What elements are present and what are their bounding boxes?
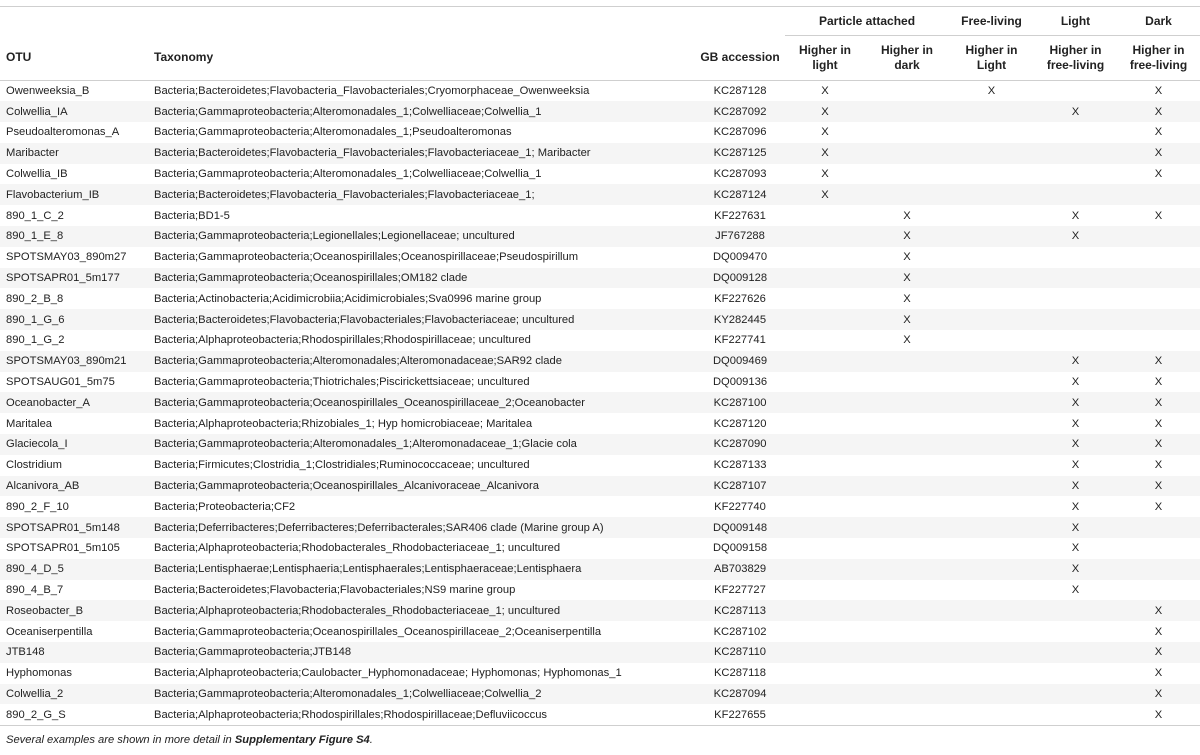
mark-cell [1117, 330, 1200, 351]
mark-cell [949, 663, 1034, 684]
mark-cell [1034, 330, 1117, 351]
gb-accession-cell: DQ009470 [695, 247, 785, 268]
mark-cell [785, 517, 865, 538]
gb-accession-cell: KY282445 [695, 309, 785, 330]
group-particle-attached: Particle attached [785, 7, 949, 36]
mark-cell [785, 600, 865, 621]
taxonomy-cell: Bacteria;Gammaproteobacteria;JTB148 [150, 642, 695, 663]
mark-cell: X [865, 205, 949, 226]
mark-cell [785, 205, 865, 226]
mark-cell [1117, 268, 1200, 289]
table-row [0, 226, 1200, 247]
mark-cell [865, 517, 949, 538]
gb-accession-cell: KF227626 [695, 288, 785, 309]
taxonomy-cell: Bacteria;Actinobacteria;Acidimicrobiia;Acidimicrobiales;Sva0996 marine group [150, 288, 695, 309]
mark-cell: X [1117, 205, 1200, 226]
gb-accession-cell: KC287113 [695, 600, 785, 621]
mark-cell: X [1117, 164, 1200, 185]
gb-accession-cell: DQ009128 [695, 268, 785, 289]
gb-accession-cell: KC287118 [695, 663, 785, 684]
mark-cell [1034, 621, 1117, 642]
taxonomy-cell: Bacteria;Bacteroidetes;Flavobacteria_Flavobacteriales;Flavobacteriaceae_1; [150, 184, 695, 205]
gb-accession-cell: KC287102 [695, 621, 785, 642]
table-row [0, 268, 1200, 289]
mark-cell [785, 309, 865, 330]
mark-cell: X [1034, 101, 1117, 122]
col-dark-higher-fl: Higher in free-living [1117, 36, 1200, 81]
otu-cell: Colwellia_2 [0, 684, 150, 705]
taxonomy-cell: Bacteria;Bacteroidetes;Flavobacteria;Flavobacteriales;NS9 marine group [150, 580, 695, 601]
mark-cell: X [1117, 143, 1200, 164]
mark-cell: X [785, 81, 865, 102]
gb-accession-cell: KC287110 [695, 642, 785, 663]
mark-cell [1034, 184, 1117, 205]
mark-cell [949, 351, 1034, 372]
mark-cell: X [1117, 413, 1200, 434]
table-row [0, 642, 1200, 663]
col-pa-higher-light: Higher in light [785, 36, 865, 81]
mark-cell [785, 580, 865, 601]
otu-cell: Maribacter [0, 143, 150, 164]
mark-cell [785, 642, 865, 663]
group-light: Light [1034, 7, 1117, 36]
mark-cell [949, 247, 1034, 268]
taxonomy-cell: Bacteria;Firmicutes;Clostridia_1;Clostridiales;Ruminococcaceae; uncultured [150, 455, 695, 476]
taxonomy-cell: Bacteria;Gammaproteobacteria;Alteromonadales_1;Alteromonadaceae_1;Glacie cola [150, 434, 695, 455]
mark-cell: X [1117, 351, 1200, 372]
gb-accession-cell: KC287128 [695, 81, 785, 102]
mark-cell [865, 184, 949, 205]
otu-cell: 890_2_F_10 [0, 496, 150, 517]
table-row [0, 580, 1200, 601]
table-row [0, 205, 1200, 226]
mark-cell [1117, 288, 1200, 309]
mark-cell [785, 351, 865, 372]
col-fl-higher-light: Higher in Light [949, 36, 1034, 81]
gb-accession-cell: KC287093 [695, 164, 785, 185]
taxonomy-cell: Bacteria;Bacteroidetes;Flavobacteria_Flavobacteriales;Flavobacteriaceae_1; Maribacter [150, 143, 695, 164]
mark-cell [865, 434, 949, 455]
mark-cell [785, 621, 865, 642]
mark-cell [949, 288, 1034, 309]
mark-cell [1034, 164, 1117, 185]
mark-cell [1034, 268, 1117, 289]
table-row [0, 455, 1200, 476]
gb-accession-cell: DQ009148 [695, 517, 785, 538]
table-row [0, 496, 1200, 517]
mark-cell: X [865, 268, 949, 289]
mark-cell [949, 517, 1034, 538]
otu-cell: 890_4_D_5 [0, 559, 150, 580]
taxonomy-cell: Bacteria;BD1-5 [150, 205, 695, 226]
taxonomy-cell: Bacteria;Alphaproteobacteria;Rhodospirillales;Rhodospirillaceae; uncultured [150, 330, 695, 351]
mark-cell [865, 122, 949, 143]
mark-cell: X [1117, 600, 1200, 621]
mark-cell [949, 559, 1034, 580]
otu-cell: JTB148 [0, 642, 150, 663]
mark-cell [785, 455, 865, 476]
mark-cell [1117, 538, 1200, 559]
mark-cell [1034, 122, 1117, 143]
otu-cell: Maritalea [0, 413, 150, 434]
mark-cell [785, 704, 865, 725]
mark-cell [865, 143, 949, 164]
gb-accession-cell: KC287107 [695, 476, 785, 497]
otu-cell: Oceaniserpentilla [0, 621, 150, 642]
mark-cell [785, 413, 865, 434]
gb-accession-cell: KC287090 [695, 434, 785, 455]
taxonomy-cell: Bacteria;Alphaproteobacteria;Rhodobacterales_Rhodobacteriaceae_1; uncultured [150, 600, 695, 621]
otu-cell: Alcanivora_AB [0, 476, 150, 497]
mark-cell: X [1117, 81, 1200, 102]
gb-accession-cell: KC287100 [695, 392, 785, 413]
otu-cell: SPOTSMAY03_890m27 [0, 247, 150, 268]
mark-cell [949, 434, 1034, 455]
mark-cell: X [865, 309, 949, 330]
mark-cell [865, 413, 949, 434]
mark-cell: X [1034, 538, 1117, 559]
mark-cell [865, 538, 949, 559]
otu-cell: Flavobacterium_IB [0, 184, 150, 205]
gb-accession-cell: DQ009158 [695, 538, 785, 559]
otu-cell: SPOTSAUG01_5m75 [0, 372, 150, 393]
mark-cell [1034, 600, 1117, 621]
mark-cell [949, 226, 1034, 247]
mark-cell [1117, 517, 1200, 538]
mark-cell: X [785, 164, 865, 185]
mark-cell: X [1117, 663, 1200, 684]
table-body [0, 81, 1200, 726]
mark-cell [865, 580, 949, 601]
otu-cell: 890_2_G_S [0, 704, 150, 725]
table-row [0, 330, 1200, 351]
mark-cell: X [1034, 455, 1117, 476]
mark-cell [865, 642, 949, 663]
mark-cell [865, 704, 949, 725]
col-taxonomy: Taxonomy [150, 36, 695, 81]
mark-cell [949, 413, 1034, 434]
taxonomy-cell: Bacteria;Gammaproteobacteria;Alteromonadales;Alteromonadaceae;SAR92 clade [150, 351, 695, 372]
mark-cell [865, 476, 949, 497]
mark-cell [785, 559, 865, 580]
table-row [0, 101, 1200, 122]
taxonomy-cell: Bacteria;Alphaproteobacteria;Rhodobacterales_Rhodobacteriaceae_1; uncultured [150, 538, 695, 559]
mark-cell: X [865, 226, 949, 247]
table-row [0, 413, 1200, 434]
mark-cell [865, 392, 949, 413]
mark-cell [785, 434, 865, 455]
mark-cell: X [949, 81, 1034, 102]
otu-cell: 890_2_B_8 [0, 288, 150, 309]
mark-cell [949, 621, 1034, 642]
mark-cell [865, 496, 949, 517]
table-row [0, 288, 1200, 309]
mark-cell [1117, 226, 1200, 247]
table-header [0, 7, 1200, 81]
mark-cell: X [1117, 704, 1200, 725]
mark-cell [949, 642, 1034, 663]
mark-cell [949, 143, 1034, 164]
mark-cell: X [1034, 517, 1117, 538]
gb-accession-cell: AB703829 [695, 559, 785, 580]
mark-cell: X [785, 122, 865, 143]
mark-cell [1034, 81, 1117, 102]
gb-accession-cell: KF227655 [695, 704, 785, 725]
mark-cell [865, 372, 949, 393]
taxonomy-cell: Bacteria;Bacteroidetes;Flavobacteria_Flavobacteriales;Cryomorphaceae_Owenweeksia [150, 81, 695, 102]
mark-cell [1034, 704, 1117, 725]
gb-accession-cell: KF227727 [695, 580, 785, 601]
mark-cell [949, 309, 1034, 330]
mark-cell [1034, 247, 1117, 268]
mark-cell [949, 580, 1034, 601]
mark-cell [785, 247, 865, 268]
taxonomy-cell: Bacteria;Gammaproteobacteria;Oceanospirillales;OM182 clade [150, 268, 695, 289]
mark-cell [865, 684, 949, 705]
otu-cell: Hyphomonas [0, 663, 150, 684]
mark-cell [785, 496, 865, 517]
gb-accession-cell: KC287124 [695, 184, 785, 205]
taxonomy-cell: Bacteria;Gammaproteobacteria;Alteromonadales_1;Colwelliaceae;Colwellia_1 [150, 164, 695, 185]
gb-accession-cell: KF227631 [695, 205, 785, 226]
taxonomy-cell: Bacteria;Gammaproteobacteria;Oceanospirillales_Alcanivoraceae_Alcanivora [150, 476, 695, 497]
mark-cell [1034, 684, 1117, 705]
mark-cell [865, 621, 949, 642]
mark-cell [949, 184, 1034, 205]
taxonomy-cell: Bacteria;Alphaproteobacteria;Rhizobiales_1; Hyp homicrobiaceae; Maritalea [150, 413, 695, 434]
mark-cell: X [865, 247, 949, 268]
mark-cell [949, 704, 1034, 725]
mark-cell [1034, 143, 1117, 164]
taxonomy-cell: Bacteria;Alphaproteobacteria;Caulobacter_Hyphomonadaceae; Hyphomonas; Hyphomonas_1 [150, 663, 695, 684]
taxonomy-cell: Bacteria;Gammaproteobacteria;Oceanospirillales_Oceanospirillaceae_2;Oceanobacter [150, 392, 695, 413]
mark-cell [949, 392, 1034, 413]
mark-cell [949, 684, 1034, 705]
table-row [0, 684, 1200, 705]
mark-cell [1117, 184, 1200, 205]
mark-cell [949, 268, 1034, 289]
mark-cell: X [1117, 434, 1200, 455]
col-otu: OTU [0, 36, 150, 81]
mark-cell [785, 684, 865, 705]
mark-cell [949, 122, 1034, 143]
mark-cell: X [1034, 413, 1117, 434]
mark-cell: X [785, 101, 865, 122]
mark-cell: X [1117, 684, 1200, 705]
mark-cell: X [865, 330, 949, 351]
supplementary-figure-link[interactable]: Supplementary Figure S4 [234, 734, 370, 746]
mark-cell [1117, 559, 1200, 580]
mark-cell [949, 164, 1034, 185]
mark-cell: X [1034, 580, 1117, 601]
mark-cell [949, 372, 1034, 393]
table-row [0, 143, 1200, 164]
mark-cell [865, 559, 949, 580]
mark-cell: X [1034, 372, 1117, 393]
mark-cell: X [1117, 496, 1200, 517]
gb-accession-cell: KC287096 [695, 122, 785, 143]
mark-cell: X [1034, 434, 1117, 455]
mark-cell [865, 663, 949, 684]
otu-cell: Oceanobacter_A [0, 392, 150, 413]
mark-cell [865, 455, 949, 476]
table-row [0, 559, 1200, 580]
taxonomy-cell: Bacteria;Bacteroidetes;Flavobacteria;Flavobacteriales;Flavobacteriaceae; uncultured [150, 309, 695, 330]
mark-cell [1034, 642, 1117, 663]
gb-accession-cell: KC287125 [695, 143, 785, 164]
table-row [0, 434, 1200, 455]
mark-cell [865, 600, 949, 621]
otu-cell: 890_4_B_7 [0, 580, 150, 601]
otu-cell: 890_1_C_2 [0, 205, 150, 226]
table-row [0, 184, 1200, 205]
mark-cell [949, 330, 1034, 351]
mark-cell [785, 288, 865, 309]
otu-cell: 890_1_G_6 [0, 309, 150, 330]
mark-cell: X [1117, 455, 1200, 476]
taxonomy-cell: Bacteria;Gammaproteobacteria;Thiotrichales;Piscirickettsiaceae; uncultured [150, 372, 695, 393]
otu-cell: SPOTSAPR01_5m148 [0, 517, 150, 538]
col-pa-higher-dark: Higher in dark [865, 36, 949, 81]
mark-cell: X [1034, 559, 1117, 580]
mark-cell: X [1034, 351, 1117, 372]
taxonomy-cell: Bacteria;Lentisphaerae;Lentisphaeria;Lentisphaerales;Lentisphaeraceae;Lentisphaera [150, 559, 695, 580]
taxonomy-cell: Bacteria;Gammaproteobacteria;Oceanospirillales;Oceanospirillaceae;Pseudospirillum [150, 247, 695, 268]
mark-cell [1117, 580, 1200, 601]
header-column-row [0, 36, 1200, 81]
mark-cell [865, 164, 949, 185]
otu-cell: 890_1_G_2 [0, 330, 150, 351]
otu-table [0, 6, 1200, 726]
table-row [0, 309, 1200, 330]
gb-accession-cell: KC287092 [695, 101, 785, 122]
taxonomy-cell: Bacteria;Gammaproteobacteria;Oceanospirillales_Oceanospirillaceae_2;Oceaniserpentilla [150, 621, 695, 642]
table-row [0, 476, 1200, 497]
taxonomy-cell: Bacteria;Gammaproteobacteria;Alteromonadales_1;Colwelliaceae;Colwellia_1 [150, 101, 695, 122]
gb-accession-cell: KC287120 [695, 413, 785, 434]
gb-accession-cell: KF227741 [695, 330, 785, 351]
table-row [0, 392, 1200, 413]
mark-cell [949, 496, 1034, 517]
mark-cell: X [1034, 205, 1117, 226]
mark-cell [949, 455, 1034, 476]
mark-cell: X [1034, 496, 1117, 517]
mark-cell [865, 81, 949, 102]
footnote: Several examples are shown in more detail in Supplementary Figure S4. [6, 734, 373, 746]
table-row [0, 247, 1200, 268]
gb-accession-cell: KC287094 [695, 684, 785, 705]
taxonomy-cell: Bacteria;Gammaproteobacteria;Alteromonadales_1;Colwelliaceae;Colwellia_2 [150, 684, 695, 705]
group-dark: Dark [1117, 7, 1200, 36]
otu-cell: SPOTSAPR01_5m177 [0, 268, 150, 289]
table-row [0, 122, 1200, 143]
mark-cell [949, 101, 1034, 122]
group-free-living: Free-living [949, 7, 1034, 36]
mark-cell [865, 351, 949, 372]
gb-accession-cell: DQ009469 [695, 351, 785, 372]
mark-cell: X [1117, 621, 1200, 642]
col-gb-accession: GB accession [695, 36, 785, 81]
gb-accession-cell: KF227740 [695, 496, 785, 517]
mark-cell [785, 663, 865, 684]
mark-cell [949, 538, 1034, 559]
mark-cell [785, 268, 865, 289]
taxonomy-cell: Bacteria;Gammaproteobacteria;Legionellales;Legionellaceae; uncultured [150, 226, 695, 247]
mark-cell [785, 476, 865, 497]
mark-cell [785, 372, 865, 393]
mark-cell [785, 538, 865, 559]
table-row [0, 704, 1200, 725]
mark-cell: X [1117, 642, 1200, 663]
mark-cell: X [1117, 392, 1200, 413]
mark-cell: X [1034, 476, 1117, 497]
table-row [0, 372, 1200, 393]
table-row [0, 663, 1200, 684]
otu-cell: Owenweeksia_B [0, 81, 150, 102]
mark-cell: X [785, 184, 865, 205]
col-light-higher-fl: Higher in free-living [1034, 36, 1117, 81]
table-row [0, 621, 1200, 642]
otu-cell: Roseobacter_B [0, 600, 150, 621]
mark-cell [1034, 288, 1117, 309]
otu-cell: Clostridium [0, 455, 150, 476]
mark-cell [949, 205, 1034, 226]
table-row [0, 351, 1200, 372]
header-blank [0, 7, 150, 36]
otu-cell: 890_1_E_8 [0, 226, 150, 247]
table-row [0, 600, 1200, 621]
mark-cell: X [1117, 122, 1200, 143]
otu-cell: SPOTSMAY03_890m21 [0, 351, 150, 372]
mark-cell [949, 476, 1034, 497]
gb-accession-cell: KC287133 [695, 455, 785, 476]
otu-cell: SPOTSAPR01_5m105 [0, 538, 150, 559]
otu-cell: Glaciecola_I [0, 434, 150, 455]
gb-accession-cell: DQ009136 [695, 372, 785, 393]
gb-accession-cell: JF767288 [695, 226, 785, 247]
table-row [0, 538, 1200, 559]
taxonomy-cell: Bacteria;Alphaproteobacteria;Rhodospirillales;Rhodospirillaceae;Defluviicoccus [150, 704, 695, 725]
mark-cell [785, 392, 865, 413]
mark-cell [1117, 247, 1200, 268]
mark-cell [1117, 309, 1200, 330]
mark-cell [1034, 309, 1117, 330]
mark-cell [865, 101, 949, 122]
taxonomy-cell: Bacteria;Proteobacteria;CF2 [150, 496, 695, 517]
table-row [0, 81, 1200, 102]
otu-cell: Pseudoalteromonas_A [0, 122, 150, 143]
mark-cell [1034, 663, 1117, 684]
otu-cell: Colwellia_IB [0, 164, 150, 185]
otu-cell: Colwellia_IA [0, 101, 150, 122]
mark-cell: X [1034, 226, 1117, 247]
mark-cell: X [1034, 392, 1117, 413]
mark-cell: X [1117, 101, 1200, 122]
table-row [0, 517, 1200, 538]
mark-cell [949, 600, 1034, 621]
taxonomy-cell: Bacteria;Deferribacteres;Deferribacteres;Deferribacterales;SAR406 clade (Marine group A) [150, 517, 695, 538]
mark-cell: X [1117, 476, 1200, 497]
mark-cell: X [865, 288, 949, 309]
table-row [0, 164, 1200, 185]
mark-cell [785, 330, 865, 351]
header-group-row [0, 7, 1200, 36]
taxonomy-cell: Bacteria;Gammaproteobacteria;Alteromonadales_1;Pseudoalteromonas [150, 122, 695, 143]
mark-cell: X [785, 143, 865, 164]
mark-cell [785, 226, 865, 247]
mark-cell: X [1117, 372, 1200, 393]
